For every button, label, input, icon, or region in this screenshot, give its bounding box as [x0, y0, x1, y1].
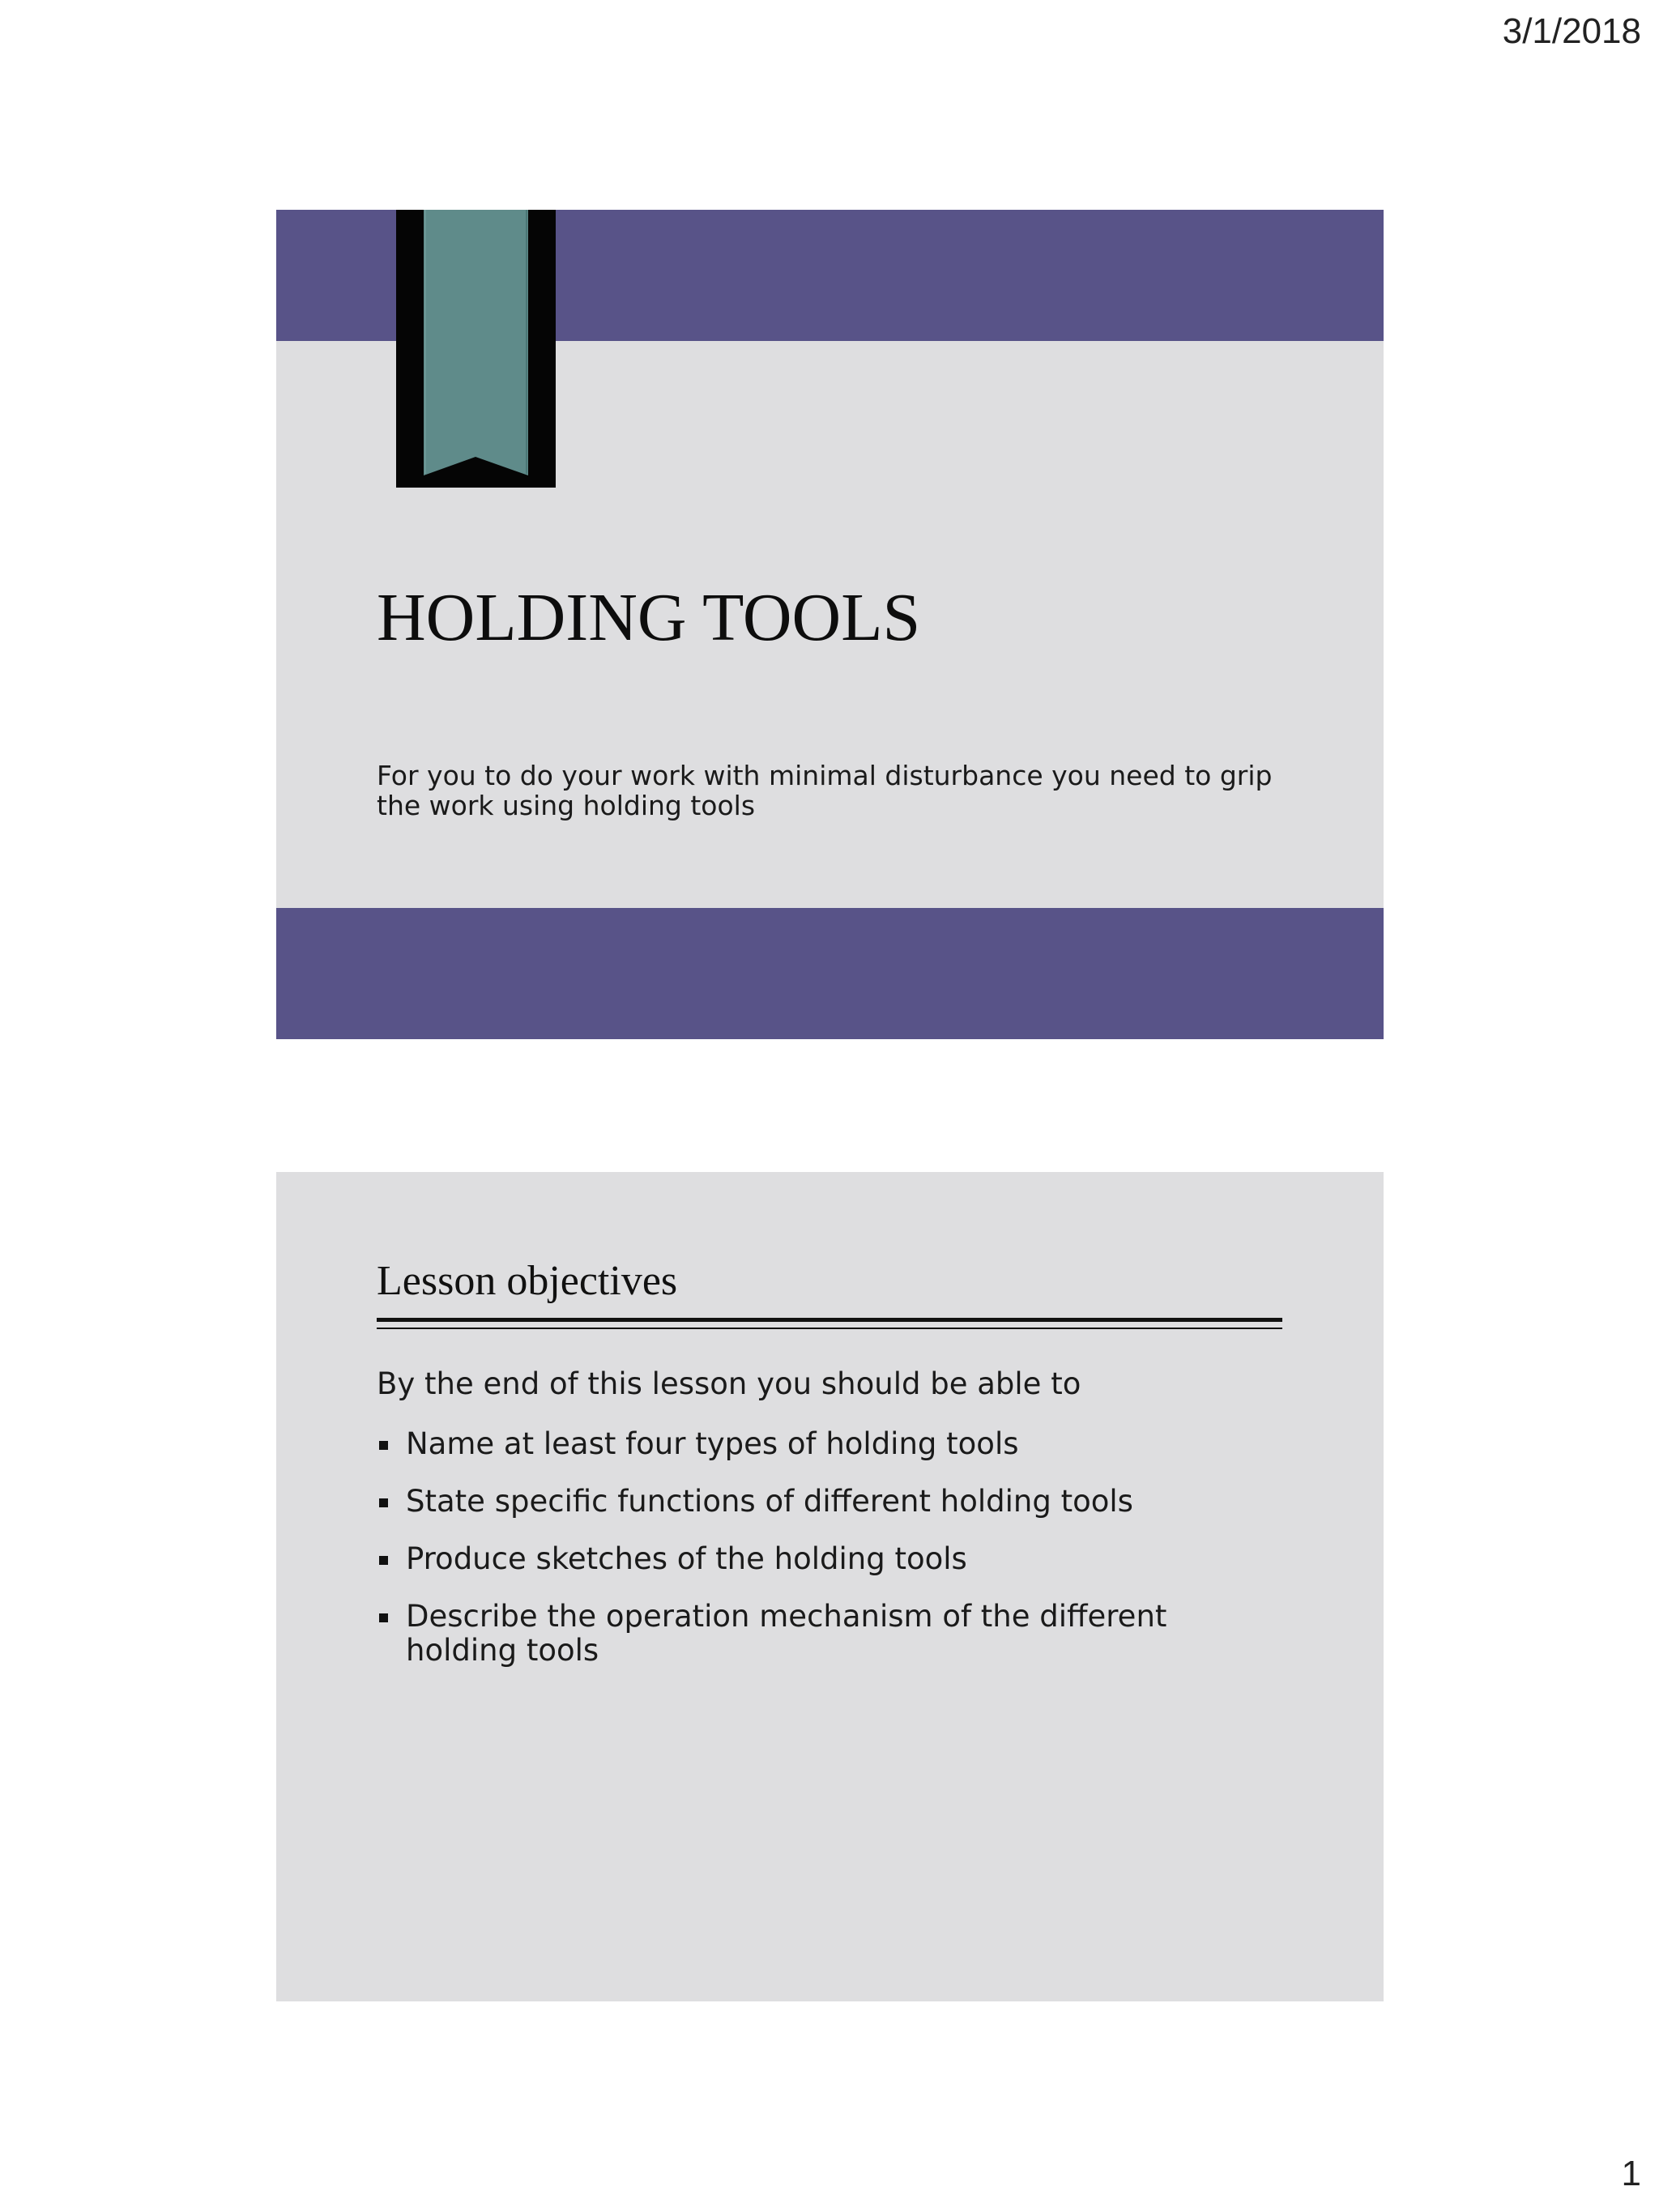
objective-text: State specific functions of different holding tools — [406, 1484, 1133, 1519]
bottom-band — [276, 908, 1384, 1039]
objective-text: Name at least four types of holding tools — [406, 1426, 1019, 1461]
bookmark-ribbon-icon — [396, 210, 556, 488]
objective-text: Describe the operation mechanism of the different holding tools — [406, 1599, 1167, 1668]
list-item — [377, 1485, 1282, 1519]
page-number: 1 — [1621, 2154, 1641, 2193]
slide-title-card — [276, 210, 1384, 1039]
slide-objectives — [276, 1172, 1384, 2001]
slide-subtitle: For you to do your work with minimal disturbance you need to grip the work using holding tools — [377, 760, 1273, 821]
square-bullet-icon — [379, 1441, 388, 1450]
list-item — [377, 1542, 1282, 1576]
page-date: 3/1/2018 — [1502, 11, 1641, 51]
list-item — [377, 1600, 1282, 1668]
heading-rule-thin — [377, 1328, 1282, 1329]
square-bullet-icon — [379, 1556, 388, 1565]
square-bullet-icon — [379, 1613, 388, 1622]
list-item — [377, 1427, 1282, 1461]
objective-text: Produce sketches of the holding tools — [406, 1541, 967, 1576]
slide-title: HOLDING TOOLS — [377, 580, 921, 655]
heading-rule-thick — [377, 1318, 1282, 1322]
objectives-list — [377, 1427, 1282, 1691]
objectives-heading: Lesson objectives — [377, 1258, 678, 1304]
square-bullet-icon — [379, 1498, 388, 1507]
objectives-intro: By the end of this lesson you should be able to — [377, 1366, 1081, 1401]
